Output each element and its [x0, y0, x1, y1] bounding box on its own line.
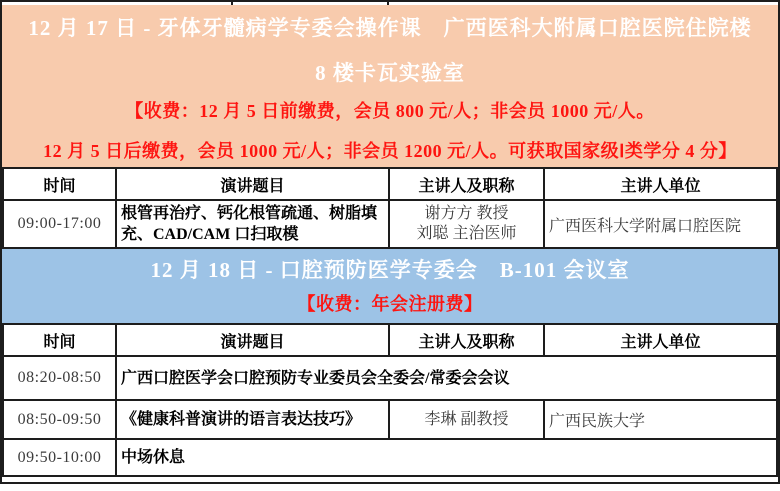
day1-title-line1: 12 月 17 日 - 牙体牙髓病学专委会操作课 广西医科大附属口腔医院住院楼: [28, 16, 752, 40]
speaker-name-title: 谢方方 教授: [424, 205, 509, 222]
day1-fee-notice-line1: 【收费：12 月 5 日前缴费，会员 800 元/人；非会员 1000 元/人。: [125, 101, 655, 121]
day2-title: 12 月 18 日 - 口腔预防医学专委会 B-101 会议室: [150, 258, 630, 282]
organization-cell: 广西民族大学: [544, 400, 777, 439]
table-row: [3, 400, 777, 439]
table-header-row: [3, 168, 777, 200]
topic-cell: 《健康科普演讲的语言表达技巧》: [116, 400, 389, 439]
day2-fee-notice: 【收费：年会注册费】: [297, 294, 483, 314]
header-time: 时间: [3, 324, 116, 356]
speaker-cell: [389, 200, 544, 248]
topic-cell: 根管再治疗、钙化根管疏通、树脂填充、CAD/CAM 口扫取模: [116, 200, 389, 248]
header-organization: 主讲人单位: [544, 168, 777, 200]
header-topic: 演讲题目: [116, 168, 389, 200]
day1-fee-notice-line2: 12 月 5 日后缴费，会员 1000 元/人；非会员 1200 元/人。可获取国家级Ⅰ类学分 4 分】: [43, 141, 737, 161]
day1-banner: [2, 5, 778, 167]
speaker-cell: 李琳 副教授: [389, 400, 544, 439]
table-row: [3, 356, 777, 400]
day2-banner: [2, 249, 778, 323]
cropped-table-edge: [2, 2, 778, 5]
column-divider-stub: [387, 2, 389, 5]
time-cell: 09:00-17:00: [3, 200, 116, 248]
topic-cell-merged: 广西口腔医学会口腔预防专业委员会全委会/常委会会议: [116, 356, 777, 400]
day2-schedule-table: [2, 323, 778, 477]
day1-title-line2: 8 楼卡瓦实验室: [315, 61, 465, 85]
column-divider-stub: [231, 2, 233, 5]
topic-cell-merged: 中场休息: [116, 439, 777, 476]
header-time: 时间: [3, 168, 116, 200]
table-header-row: [3, 324, 777, 356]
header-organization: 主讲人单位: [544, 324, 777, 356]
time-cell: 08:20-08:50: [3, 356, 116, 400]
header-topic: 演讲题目: [116, 324, 389, 356]
time-cell: 08:50-09:50: [3, 400, 116, 439]
table-row: [3, 200, 777, 248]
header-speaker: 主讲人及职称: [389, 324, 544, 356]
table-row: [3, 439, 777, 476]
speaker-name-title: 刘聪 主治医师: [416, 225, 517, 242]
day1-schedule-table: [2, 167, 778, 249]
organization-cell: 广西医科大学附属口腔医院: [544, 200, 777, 248]
time-cell: 09:50-10:00: [3, 439, 116, 476]
header-speaker: 主讲人及职称: [389, 168, 544, 200]
